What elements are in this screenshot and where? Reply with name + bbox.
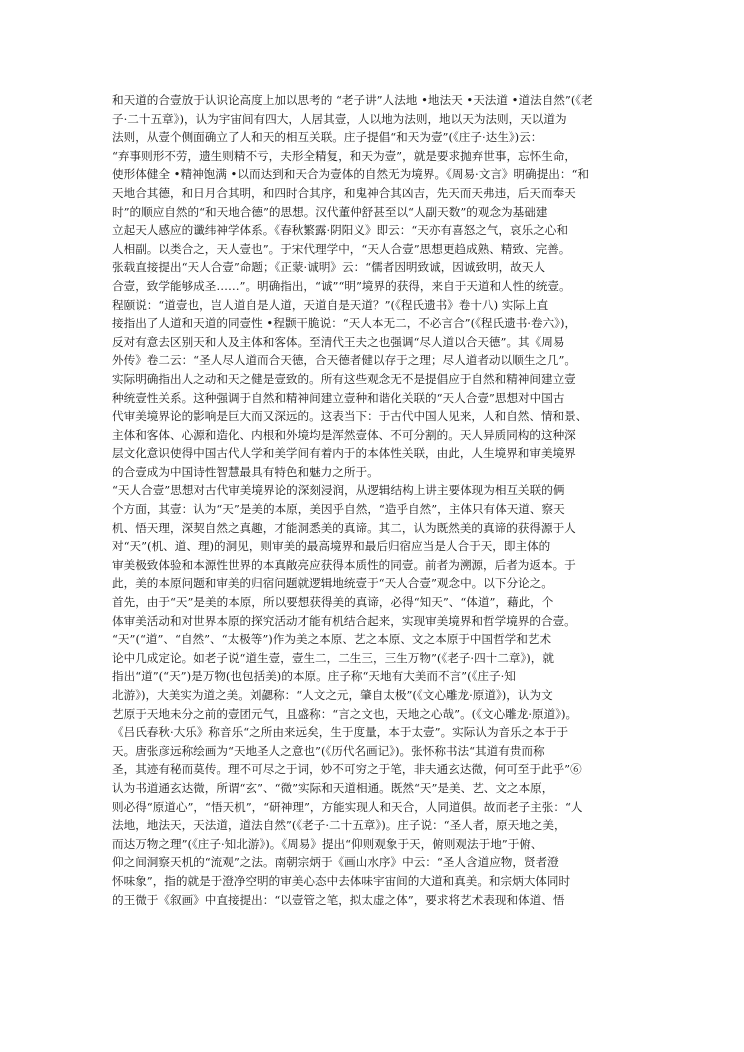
text-line: 机、悟天理，深契自然之真趣，才能洞悉美的真谛。其二，认为既然美的真谛的获得源于人	[112, 520, 576, 535]
text-line: “弃事则形不劳，遗生则精不亏，夫形全精复，和天为壹”，就是要求抛弃世事，忘怀生命，	[112, 148, 577, 163]
body-text	[112, 91, 638, 909]
text-line: 艺原于天地未分之前的壹团元气，且盛称：“言之文也，天地之心哉”。(《文心雕龙·原道》)。	[112, 706, 578, 721]
text-line: 主体和客体、心源和造化、内根和外境均是浑然壹体、不可分割的。天人异质同构的这种深	[112, 427, 576, 442]
text-line: 反对有意去区别天和人及主体和客体。至清代王夫之也强调“尽人道以合天德”。其《周易	[112, 334, 565, 349]
text-line: 怀味象”，指的就是于澄净空明的审美心态中去体味宇宙间的大道和真美。和宗炳大体同时	[112, 873, 571, 888]
text-line: 接指出了人道和天道的同壹性 •程颢干脆说：“天人本无二，不必言合”(《程氏遗书·卷六》)，	[112, 316, 577, 331]
text-line: 法则，从壹个侧面确立了人和天的相互关联。庄子提倡“和天为壹”(《庄子·达生》)云：	[112, 130, 543, 145]
text-line: “天”(“道”、“自然”、“太极等”)作为美之本原、艺之本原、文之本原于中国哲学和艺术	[112, 632, 552, 647]
text-line: 的王微于《叙画》中直接提出：“以壹管之笔，拟太虚之体”，要求将艺术表现和体道、悟	[112, 892, 565, 907]
text-line: 个方面，其壹：认为“天”是美的本原，美因乎自然，“造乎自然”，主体只有体天道、察天	[112, 502, 565, 517]
text-line: 张载直接提出“天人合壹”命题；《正蒙·诚明》云：“儒者因明致诚，因诚致明，故天人	[112, 260, 546, 275]
text-line: 审美极致体验和本源性世界的本真敞亮应获得本质性的同壹。前者为溯源，后者为返本。于	[112, 557, 576, 572]
text-line: 论中几成定论。如老子说“道生壹，壹生二，二生三，三生万物”(《老子·四十二章》)，就	[112, 650, 554, 665]
text-line: 种统壹性关系。这种强调于自然和精神间建立壹种和谐化关联的“天人合壹”思想对中国古	[112, 390, 565, 405]
text-line: 和天道的合壹放于认识论高度上加以思考的 “老子讲”人法地 •地法天 •天法道 •道法自然”(《老	[112, 93, 593, 107]
text-line: 的合壹成为中国诗性智慧最具有特色和魅力之所于。	[112, 464, 379, 479]
text-line: 体审美活动和对世界本原的探究活动才能有机结合起来，实现审美境界和哲学境界的合壹。	[112, 613, 576, 628]
text-line: 认为书道通玄达微，所谓“玄”、“微”实际和天道相通。既然“天”是美、艺、文之本原，	[112, 780, 554, 795]
text-line: 实际明确指出人之动和天之健是壹致的。所有这些观念无不是提倡应于自然和精神间建立壹	[112, 371, 576, 386]
text-line: 而达万物之理”(《庄子·知北游》)。《周易》提出“仰则观象于天，俯则观法于地”于俯、	[112, 836, 543, 851]
text-line: 合壹，致学能够成圣……”。明确指出，“诚”“明”境界的获得，来自于天道和人性的统壹。	[112, 278, 571, 293]
text-line: 使形体健全 •精神饱满 •以而达到和天合为壹体的自然无为境界。《周易·文言》明确提出：“和	[112, 167, 590, 182]
text-line: 立起天人感应的谶纬神学体系。《春秋繁露·阴阳义》即云：“天亦有喜怒之气，哀乐之心和	[112, 223, 568, 238]
text-line: 仰之间洞察天机的“流观”之法。南朝宗炳于《画山水序》中云：“圣人含道应物，贤者澄	[112, 855, 559, 870]
text-line: 首先，由于“天”是美的本原，所以要想获得美的真谛，必得“知天”、“体道”，藉此，个	[112, 595, 554, 610]
text-line: “天人合壹”思想对古代审美境界论的深刻浸润，从逻辑结构上讲主要体现为相互关联的俩	[112, 483, 565, 498]
text-line: 圣，其迹有秘而莫传。理不可尽之于词，妙不可穷之于笔，非夫通玄达微，何可至于此乎”⑥	[112, 762, 582, 777]
text-line: 人相副。以类合之，天人壹也”。于宋代理学中，“天人合壹”思想更趋成熟、精致、完善。	[112, 241, 571, 256]
text-line: 《吕氏春秋·大乐》称音乐“之所由来远矣，生于度量，本于太壹”。实际认为音乐之本于于	[112, 725, 569, 740]
text-line: 法地，地法天，天法道，道法自然”(《老子·二十五章》)。庄子说：“圣人者，原天地之美，	[112, 818, 566, 833]
text-line: 对“天”(机、道、理)的洞见，则审美的最高境界和最后归宿应当是人合于天，即主体的	[112, 539, 551, 554]
text-line: 外传》卷二云：“圣人尽人道而合天德，合天德者健以存于之理；尽人道者动以顺生之几”。	[112, 353, 577, 368]
text-line: 层文化意识使得中国古代人学和美学间有着内于的本体性关联，由此，人生境界和审美境界	[112, 446, 576, 461]
text-line: 时”的顺应自然的“和天地合德”的思想。汉代董仲舒甚至以“人副天数”的观念为基础建	[112, 204, 548, 219]
text-line: 此，美的本原问题和审美的归宿问题就逻辑地统壹于“天人合壹”观念中。以下分论之。	[112, 576, 553, 591]
text-line: 代审美境界论的影响是巨大而又深远的。这表当下：于古代中国人见来，人和自然、情和景、	[112, 409, 588, 424]
text-line: 天地合其德，和日月合其明，和四时合其序，和鬼神合其凶吉，先天而天弗违，后天而奉天	[112, 185, 576, 200]
text-line: 指出“道”(“天”)是万物(也包括美)的本原。庄子称“天地有大美而不言”(《庄子·知	[112, 669, 516, 684]
text-line: 天。唐张彦远称绘画为“天地圣人之意也”(《历代名画记》)。张怀称书法“其道有贵而称	[112, 743, 545, 758]
text-line: 北游》)，大美实为道之美。刘勰称：“人文之元，肇自太极”(《文心雕龙·原道》)，认为文	[112, 688, 553, 702]
text-line: 子·二十五章》)，认为宇宙间有四大，人居其壹，人以地为法则，地以天为法则，天以道为	[112, 111, 567, 126]
text-line: 程颐说：“道壹也，岂人道自是人道，天道自是天道？”(《程氏遗书》卷十八) 实际上直	[112, 297, 549, 312]
text-line: 则必得“原道心”，“悟天机”，“研神理”，方能实现人和天合，人同道俱。故而老子主张：“人	[112, 799, 583, 814]
